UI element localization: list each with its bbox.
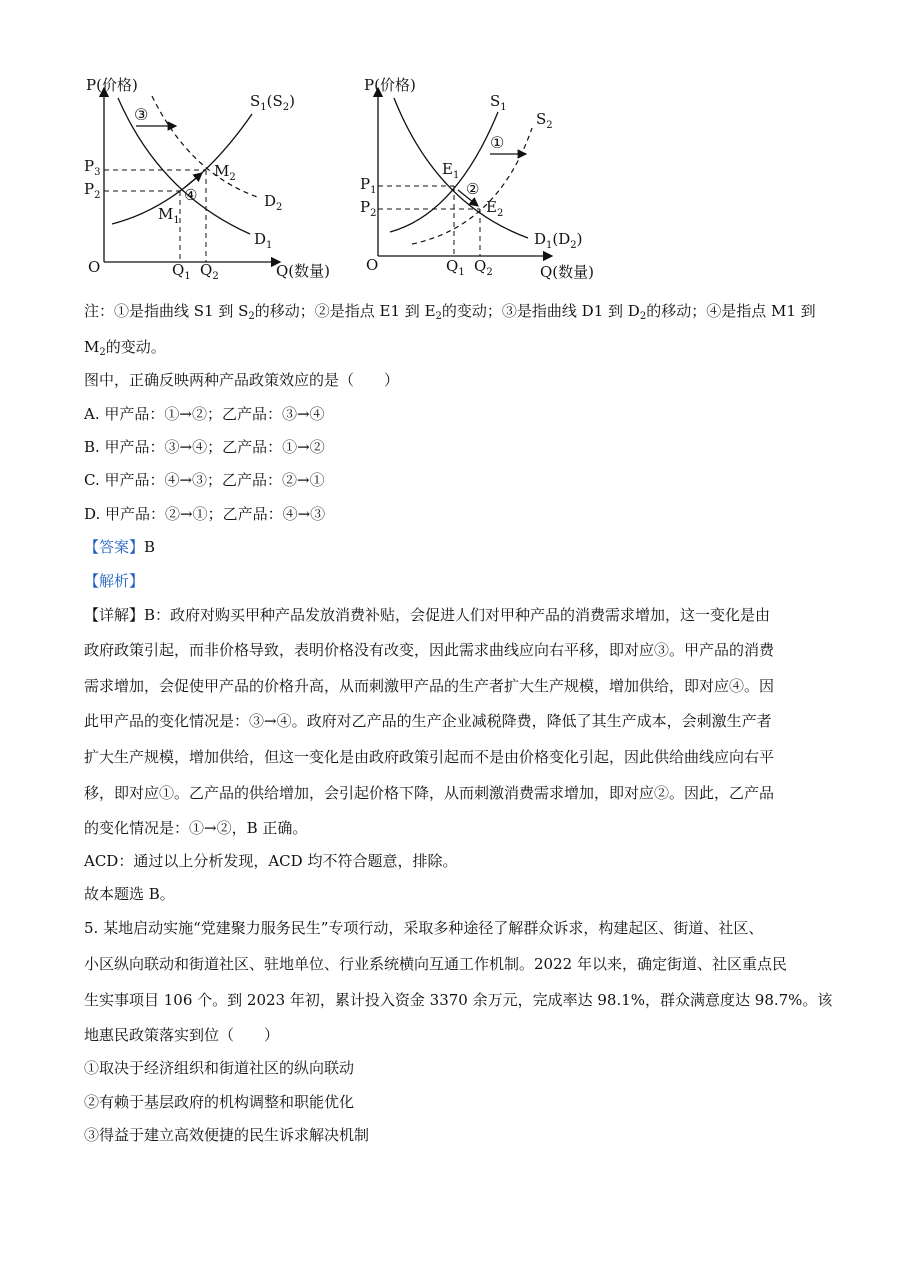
analysis-line-1: 【详解】B：政府对购买甲种产品发放消费补贴，会促进人们对甲种产品的消费需求增加，这一变化是由 (84, 606, 771, 624)
q5-item-3: ③得益于建立高效便捷的民生诉求解决机制 (84, 1126, 370, 1144)
answer-line (84, 536, 829, 558)
left-d1-label: $D_1$ (254, 230, 273, 251)
left-x-axis-label: Q(数量) (276, 262, 331, 280)
right-origin-label: O (366, 256, 379, 274)
q5-line-2: 小区纵向联动和街道社区、驻地单位、行业系统横向互通工作机制。2022 年以来，确定街道、社区重点民 (84, 955, 787, 973)
right-x-axis-label: Q(数量) (540, 263, 595, 281)
option-c: C. 甲产品：④→③；乙产品：②→① (84, 471, 325, 489)
note-line-1: 注：①是指曲线 S1 到 $S_2$的移动；②是指点 E1 到 $E_2$的变动；③是指曲线 D1 到 $D_2$的移动；④是指点 M1 到 (84, 302, 816, 322)
right-demand-curve (394, 98, 528, 238)
left-marker-3: ③ (134, 105, 149, 124)
analysis-line-4: 此甲产品的变化情况是：③→④。政府对乙产品的生产企业减税降费，降低了其生产成本，会刺激生产者 (84, 712, 772, 730)
option-b: B. 甲产品：③→④；乙产品：①→② (84, 438, 325, 456)
answer-label: 【答案】 (84, 538, 145, 556)
figure-left-supply-demand (80, 74, 350, 284)
left-marker-4: ④ (184, 186, 198, 204)
right-marker-2: ② (466, 180, 480, 198)
analysis-line-5: 扩大生产规模，增加供给，但这一变化是由政府政策引起而不是由价格变化引起，因此供给曲线应向右平 (84, 748, 775, 766)
analysis-label: 【解析】 (84, 572, 145, 590)
left-q2-label: $Q_2$ (200, 261, 219, 282)
right-e1-label: $E_1$ (442, 160, 460, 181)
right-q2-label: $Q_2$ (474, 257, 493, 278)
right-q1-label: $Q_1$ (446, 257, 465, 278)
q5-line-1: 5. 某地启动实施“党建聚力服务民生”专项行动，采取多种途径了解群众诉求，构建起区、街道、社区、 (84, 919, 764, 937)
note-line-2: $M_2$的变动。 (84, 338, 166, 358)
q5-item-2: ②有赖于基层政府的机构调整和职能优化 (84, 1093, 355, 1111)
option-d: D. 甲产品：②→①；乙产品：④→③ (84, 505, 326, 523)
right-demand-label: $D_1(D_2)$ (534, 230, 583, 251)
right-e2-label: $E_2$ (486, 198, 504, 219)
analysis-line-8: ACD：通过以上分析发现，ACD 均不符合题意，排除。 (84, 852, 458, 870)
left-d2-label: $D_2$ (264, 192, 283, 213)
analysis-line-6: 移，即对应①。乙产品的供给增加，会引起价格下降，从而刺激消费需求增加，即对应②。因此，乙产品 (84, 784, 775, 802)
left-y-axis-label: P(价格) (86, 76, 138, 94)
right-graph-svg (356, 74, 626, 284)
analysis-line-3: 需求增加，会促使甲产品的价格升高，从而刺激甲产品的生产者扩大生产规模，增加供给，即对应④。因 (84, 677, 775, 695)
left-origin-label: O (88, 258, 101, 276)
left-m2-label: $M_2$ (214, 162, 236, 183)
left-p3-label: $P_3$ (84, 157, 101, 178)
left-p2-label: $P_2$ (84, 180, 101, 201)
left-m1-label: $M_1$ (158, 205, 180, 226)
left-graph-svg (80, 74, 350, 284)
left-supply-label: $S_1(S_2)$ (250, 92, 296, 113)
right-s2-label: $S_2$ (536, 110, 553, 131)
analysis-line-7: 的变化情况是：①→②，B 正确。 (84, 819, 308, 837)
analysis-line-2: 政府政策引起，而非价格导致，表明价格没有改变，因此需求曲线应向右平移，即对应③。甲产品的消费 (84, 641, 775, 659)
figure-right-supply-demand (356, 74, 626, 284)
option-a: A. 甲产品：①→②；乙产品：③→④ (84, 405, 325, 423)
right-p2-label: $P_2$ (360, 198, 377, 219)
left-q1-label: $Q_1$ (172, 261, 191, 282)
right-p1-label: $P_1$ (360, 175, 377, 196)
right-s1-label: $S_1$ (490, 92, 507, 113)
right-y-axis-label: P(价格) (364, 76, 416, 94)
question-stem: 图中，正确反映两种产品政策效应的是（ ） (84, 371, 400, 389)
q5-line-3: 生实事项目 106 个。到 2023 年初，累计投入资金 3370 余万元，完成率达 98.1%，群众满意度达 98.7%。该 (84, 991, 833, 1009)
answer-value: B (144, 538, 156, 556)
right-marker-1: ① (490, 133, 505, 152)
q5-item-1: ①取决于经济组织和街道社区的纵向联动 (84, 1059, 355, 1077)
q5-line-4: 地惠民政策落实到位（ ） (84, 1026, 280, 1044)
analysis-line-9: 故本题选 B。 (84, 885, 175, 903)
left-supply-curve (112, 114, 252, 224)
